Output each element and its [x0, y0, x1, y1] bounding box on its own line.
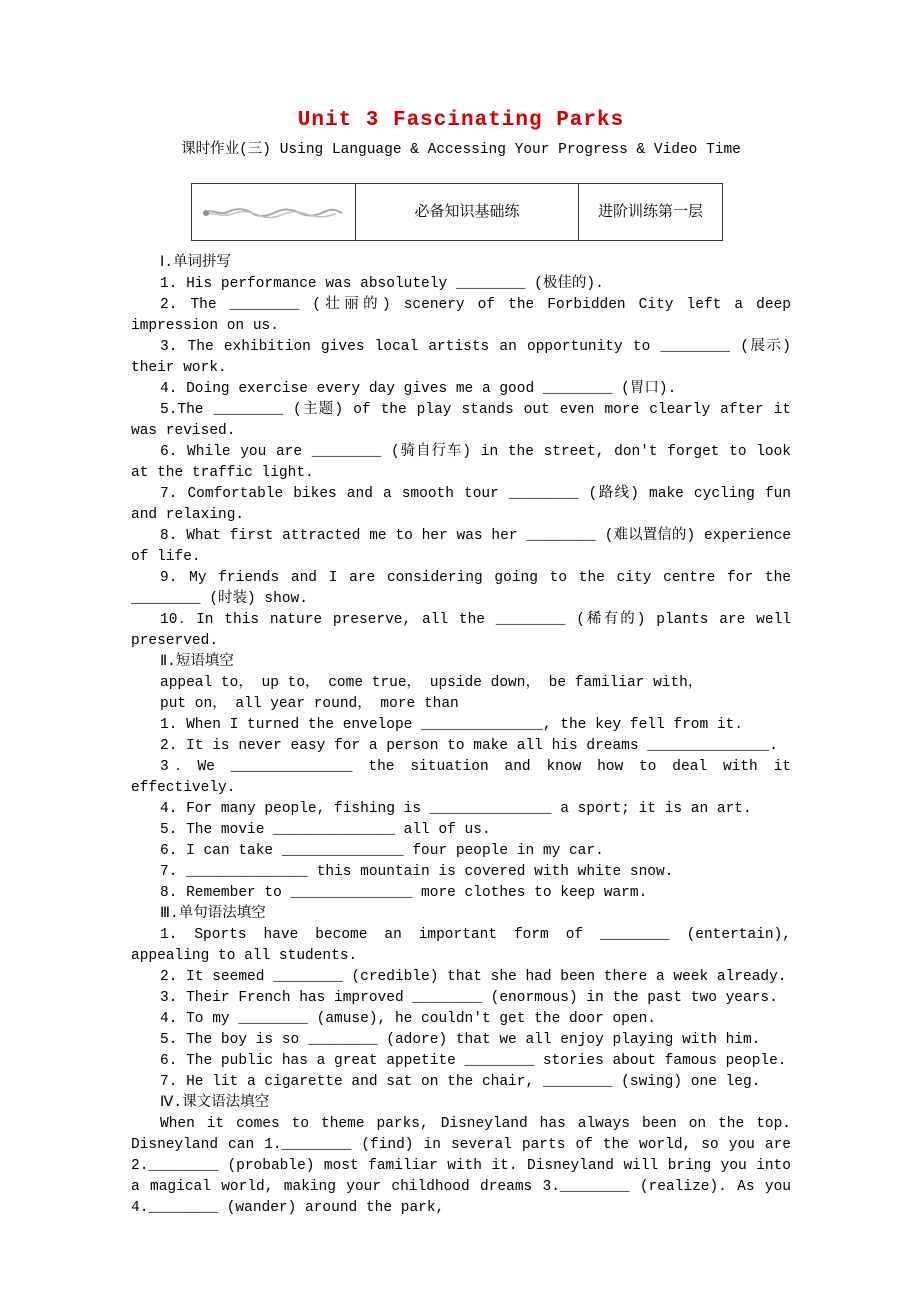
question-item: 8. Remember to ______________ more clothes to keep warm. [160, 885, 648, 901]
question-item: 6. The public has a great appetite ________ stories about famous people. [160, 1053, 787, 1069]
question-item: 1. When I turned the envelope ______________, the key fell from it. [160, 717, 743, 733]
doc-subtitle: 课时作业(三) Using Language & Accessing Your Progress & Video Time [181, 142, 741, 158]
question-item: 3. The exhibition gives local artists an opportunity to ________ (展示) their work. [131, 339, 791, 376]
section-1-heading: Ⅰ.单词拼写 [160, 255, 231, 271]
question-item: 1. Sports have become an important form of ________ (entertain), appealing to all students. [131, 927, 791, 964]
question-item: 4. Doing exercise every day gives me a good ________ (胃口). [160, 381, 677, 397]
question-item: 2. It is never easy for a person to make all his dreams ______________. [160, 738, 778, 754]
banner-middle-cell: 必备知识基础练 [356, 184, 579, 240]
question-item: 10．In this nature preserve, all the ________ (稀有的) plants are well preserved. [131, 612, 791, 649]
question-item: 6. While you are ________ (骑自行车) in the street, don't forget to look at the traffic light. [131, 444, 791, 481]
question-item: 9. My friends and I are considering going to the city centre for the ________ (时装) show. [131, 570, 791, 607]
wordbank-line: put on， all year round， more than [160, 696, 459, 712]
question-item: 3. Their French has improved ________ (enormous) in the past two years. [160, 990, 778, 1006]
section-2-heading: Ⅱ.短语填空 [160, 654, 234, 670]
decorative-scribble-icon [202, 204, 344, 220]
banner-table [191, 183, 723, 241]
question-item: 2. It seemed ________ (credible) that she had been there a week already. [160, 969, 787, 985]
page-content [131, 108, 791, 1219]
question-item: 7. Comfortable bikes and a smooth tour ________ (路线) make cycling fun and relaxing. [131, 486, 791, 523]
section-4-heading: Ⅳ.课文语法填空 [160, 1095, 270, 1111]
question-item: 5. The boy is so ________ (adore) that we all enjoy playing with him. [160, 1032, 761, 1048]
question-item: 5.The ________ (主题) of the play stands out even more clearly after it was revised. [131, 402, 791, 439]
question-item: 4. For many people, fishing is ______________ a sport; it is an art. [160, 801, 752, 817]
wordbank-line: appeal to， up to， come true， upside down， be familiar with， [160, 675, 703, 691]
question-item: 6. I can take ______________ four people in my car. [160, 843, 604, 859]
banner-left-cell [192, 184, 356, 240]
question-item: 8. What first attracted me to her was her ________ (难以置信的) experience of life. [131, 528, 791, 565]
banner-right-cell: 进阶训练第一层 [597, 203, 703, 221]
question-item: 1. His performance was absolutely ________ (极佳的). [160, 276, 604, 292]
question-item: 2. The ________ (壮丽的) scenery of the Forbidden City left a deep impression on us. [131, 297, 791, 334]
doc-title: Unit 3 Fascinating Parks [297, 109, 625, 132]
question-item: 7. ______________ this mountain is covered with white snow. [160, 864, 674, 880]
question-item: 3．We ______________ the situation and know how to deal with it effectively. [131, 759, 791, 796]
question-item: 5. The movie ______________ all of us. [160, 822, 491, 838]
passage-paragraph: When it comes to theme parks, Disneyland has always been on the top. Disneyland can 1.________ (find) in several parts of the world, so you are 2.________ (probable) most familiar with it. Disneyland will bring you into a magical world, making your childhood dreams 3.________ (realize). As you 4.________ (wander) around the park, [131, 1116, 791, 1216]
section-3-heading: Ⅲ.单句语法填空 [160, 906, 266, 922]
question-item: 4. To my ________ (amuse), he couldn't get the door open. [160, 1011, 656, 1027]
question-item: 7. He lit a cigarette and sat on the chair, ________ (swing) one leg. [160, 1074, 761, 1090]
